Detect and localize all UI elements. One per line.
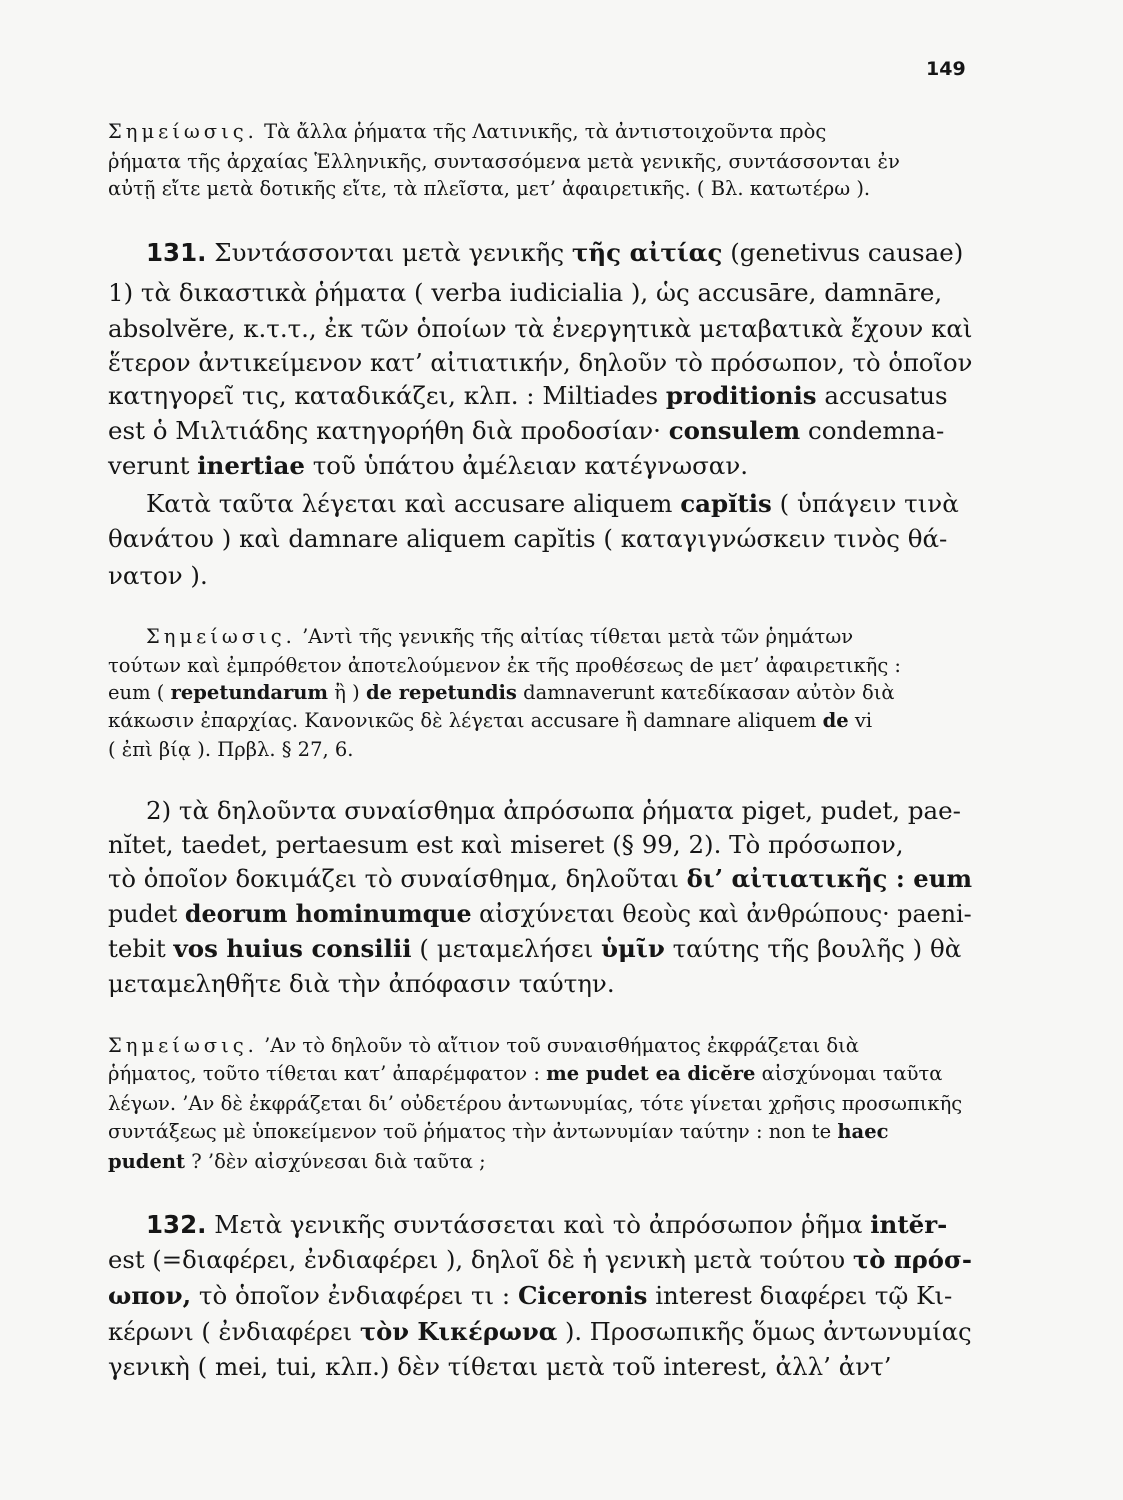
bold-term: me pudet ea dicĕre (546, 1062, 756, 1085)
note-1-line-2: ῥήματα τῆς ἀρχαίας Ἑλληνικῆς, συντασσόμενα μετὰ γενικῆς, συντάσσονται ἐν (108, 150, 900, 173)
text: αἰσχύνομαι ταῦτα (755, 1062, 943, 1085)
text: τὸ ὁποῖον ἐνδιαφέρει τι : (191, 1281, 518, 1310)
para-2-line-2: nĭtet, taedet, pertaesum est καὶ miseret (§ 99, 2). Τὸ πρόσωπον, (108, 830, 904, 859)
note-3-line-3: λέγων. ’Αν δὲ ἐκφράζεται δι’ οὐδετέρου ἀντωνυμίας, τότε γίνεται χρῆσις προσωπικῆς (108, 1092, 963, 1115)
section-131-line-6 (108, 416, 944, 445)
text: ’Αντὶ τῆς γενικῆς τῆς αἰτίας τίθεται μετὰ τῶν ῥημάτων (302, 625, 854, 648)
bold-term: deorum hominumque (184, 899, 472, 928)
section-131-line-4: ἕτερον ἀντικείμενον κατ’ αἰτιατικήν, δηλοῦν τὸ πρόσωπον, τὸ ὁποῖον (108, 348, 973, 377)
bold-term: τῆς αἰτίας (571, 238, 723, 267)
text: Συντάσσονται μετὰ γενικῆς (206, 238, 572, 267)
section-131-line-9: θανάτου ) καὶ damnare aliquem capĭtis ( καταγιγνώσκειν τινὸς θά- (108, 524, 948, 553)
note-2-line-3 (108, 681, 895, 704)
para-2-line-3 (108, 864, 972, 893)
bold-term: δι’ αἰτιατικῆς : eum (686, 864, 973, 893)
note-1-line-3: αὐτῇ εἴτε μετὰ δοτικῆς εἴτε, τὰ πλεῖστα, μετ’ ἀφαιρετικῆς. ( Βλ. κατωτέρω ). (108, 177, 871, 200)
text: κάκωσιν ἐπαρχίας. Κανονικῶς δὲ λέγεται accusare ἢ damnare aliquem (108, 709, 823, 732)
section-132-line-2 (108, 1245, 972, 1274)
note-3-line-4 (108, 1120, 888, 1143)
text: κατηγορεῖ τις, καταδικάζει, κλπ. : Miltiades (108, 381, 666, 410)
text: verunt (108, 451, 198, 480)
para-2-line-1: 2) τὰ δηλοῦντα συναίσθημα ἀπρόσωπα ῥήματα piget, pudet, pae- (146, 796, 961, 825)
note-label: Σημείωσις. (108, 120, 258, 143)
bold-term: ωπον, (108, 1281, 192, 1310)
para-2-line-5 (108, 934, 961, 963)
note-2-line-2: τούτων καὶ ἐμπρόθετον ἀποτελούμενον ἐκ τῆς προθέσεως de μετ’ ἀφαιρετικῆς : (108, 654, 902, 677)
note-2-line-4 (108, 709, 872, 732)
section-131-line-2: 1) τὰ δικαστικὰ ῥήματα ( verba iudicialia ), ὡς accusāre, damnāre, (108, 278, 943, 307)
note-label: Σημείωσις. (146, 625, 296, 648)
bold-term: ὑμῖν (601, 934, 665, 963)
note-2-line-5: ( ἐπὶ βίᾳ ). Πρβλ. § 27, 6. (108, 738, 354, 761)
bold-term: τὸ πρόσ- (852, 1245, 972, 1274)
text: vi (848, 709, 873, 732)
text: (genetivus causae) (722, 238, 964, 267)
text: Κατὰ ταῦτα λέγεται καὶ accusare aliquem (146, 489, 681, 518)
bold-term: consulem (668, 416, 801, 445)
para-2-line-6: μεταμεληθῆτε διὰ τὴν ἀπόφασιν ταύτην. (108, 969, 615, 998)
page-number: 149 (926, 58, 966, 80)
bold-term: pudent (108, 1150, 186, 1173)
section-132-line-4 (108, 1317, 972, 1346)
bold-term: intĕr- (870, 1210, 948, 1239)
section-number-132: 132. (146, 1210, 207, 1239)
text: Τὰ ἄλλα ῥήματα τῆς Λατινικῆς, τὰ ἀντιστοιχοῦντα πρὸς (264, 120, 827, 143)
text: interest διαφέρει τῷ Κι- (647, 1281, 953, 1310)
text: ? ’δὲν αἰσχύνεσαι διὰ ταῦτα ; (185, 1150, 486, 1173)
note-3-line-2 (108, 1062, 942, 1085)
text: ἢ ) (328, 681, 366, 704)
text: Μετὰ γενικῆς συντάσσεται καὶ τὸ ἀπρόσωπον ῥῆμα (206, 1210, 871, 1239)
text: ( μεταμελήσει (411, 934, 602, 963)
note-3-line-1 (108, 1034, 859, 1057)
bold-term: de (822, 709, 849, 732)
text: συντάξεως μὲ ὑποκείμενον τοῦ ῥήματος τὴν ἀντωνυμίαν ταύτην : non te (108, 1120, 838, 1143)
section-132-line-3 (108, 1281, 952, 1310)
bold-term: capĭtis (680, 489, 772, 518)
section-131-line-5 (108, 381, 948, 410)
bold-term: τὸν Κικέρωνα (359, 1317, 558, 1346)
text: eum ( (108, 681, 171, 704)
bold-term: de repetundis (365, 681, 517, 704)
section-131-line-10: νατον ). (108, 561, 208, 590)
section-131-line-7 (108, 451, 748, 480)
text: est ὁ Μιλτιάδης κατηγορήθη διὰ προδοσίαν· (108, 416, 669, 445)
text: τὸ ὁποῖον δοκιμάζει τὸ συναίσθημα, δηλοῦται (108, 864, 687, 893)
text: αἰσχύνεται θεοὺς καὶ ἀνθρώπους· paeni- (471, 899, 972, 928)
text: pudet (108, 899, 185, 928)
text: condemna- (800, 416, 945, 445)
bold-term: repetundarum (170, 681, 329, 704)
section-132-line-1 (146, 1210, 947, 1239)
text: ( ὑπάγειν τινὰ (771, 489, 959, 518)
section-131-line-8 (146, 489, 959, 518)
note-3-line-5 (108, 1150, 486, 1173)
note-label: Σημείωσις. (108, 1034, 258, 1057)
bold-term: vos huius consilii (173, 934, 412, 963)
text: ’Αν τὸ δηλοῦν τὸ αἴτιον τοῦ συναισθήματος ἐκφράζεται διὰ (264, 1034, 859, 1057)
section-131-line-1 (146, 238, 963, 267)
text: τοῦ ὑπάτου ἀμέλειαν κατέγνωσαν. (304, 451, 749, 480)
text: ταύτης τῆς βουλῆς ) θὰ (664, 934, 962, 963)
bold-term: haec (837, 1120, 889, 1143)
text: κέρωνι ( ἐνδιαφέρει (108, 1317, 360, 1346)
bold-term: Ciceronis (517, 1281, 648, 1310)
bold-term: inertiae (197, 451, 305, 480)
para-2-line-4 (108, 899, 972, 928)
section-132-line-5: γενικὴ ( mei, tui, κλπ.) δὲν τίθεται μετὰ τοῦ interest, ἀλλ’ ἀντ’ (108, 1352, 892, 1381)
text: ). Προσωπικῆς ὅμως ἀντωνυμίας (557, 1317, 972, 1346)
text: est (=διαφέρει, ἐνδιαφέρει ), δηλοῖ δὲ ἡ γενικὴ μετὰ τούτου (108, 1245, 853, 1274)
text: ῥήματος, τοῦτο τίθεται κατ’ ἀπαρέμφατον : (108, 1062, 547, 1085)
note-2-line-1 (146, 625, 853, 648)
section-131-line-3: absolvĕre, κ.τ.τ., ἐκ τῶν ὁποίων τὰ ἐνεργητικὰ μεταβατικὰ ἔχουν καὶ (108, 314, 973, 343)
text: damnaverunt κατεδίκασαν αὐτὸν διὰ (516, 681, 895, 704)
text: accusatus (816, 381, 948, 410)
note-1-line-1 (108, 120, 826, 143)
text: tebit (108, 934, 174, 963)
section-number-131: 131. (146, 238, 207, 267)
bold-term: proditionis (665, 381, 817, 410)
